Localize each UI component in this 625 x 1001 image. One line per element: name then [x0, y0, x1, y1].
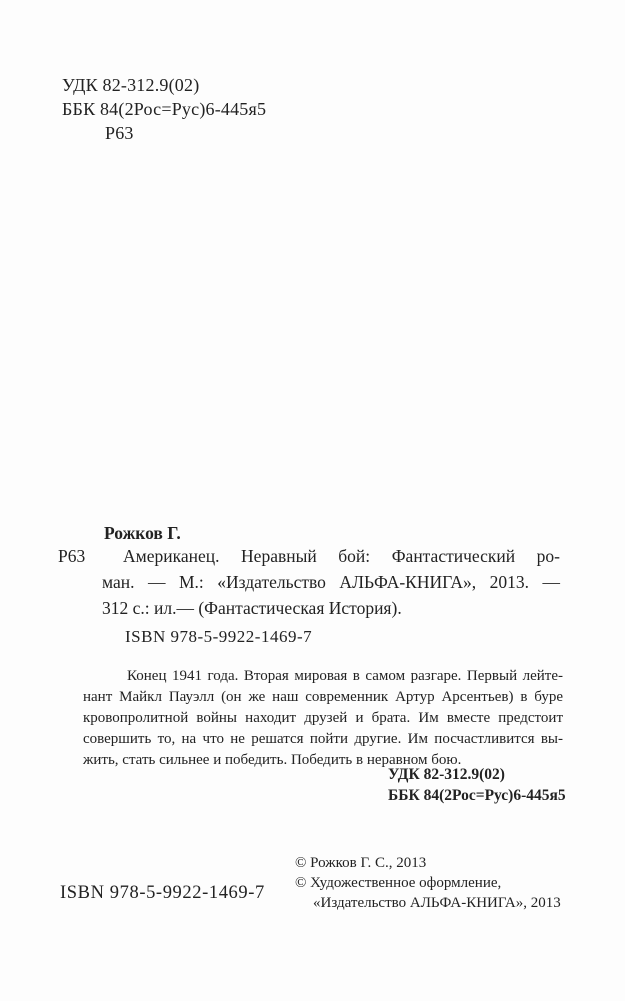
bibliography-entry-line: 312 с.: ил.— (Фантастическая История). [102, 598, 402, 618]
isbn-bottom: ISBN 978-5-9922-1469-7 [60, 883, 265, 903]
annotation-line: Конец 1941 года. Вторая мировая в самом разгаре. Первый лейте- [127, 668, 563, 684]
author-sign-code: Р63 [105, 123, 134, 143]
udk-code: УДК 82-312.9(02) [62, 75, 200, 95]
classification-block-bold [388, 764, 566, 806]
bbk-code-bold: ББК 84(2Рос=Рус)6-445я5 [388, 787, 566, 804]
annotation-line: нант Майкл Пауэлл (он же наш современник Артур Арсентьев) в буре [83, 689, 563, 705]
bibliography-entry [102, 543, 560, 621]
udk-code-bold: УДК 82-312.9(02) [388, 766, 505, 783]
copyright-line: «Издательство АЛЬФА-КНИГА», 2013 [313, 895, 561, 911]
top-classification-block [62, 73, 266, 145]
annotation-paragraph [83, 666, 563, 771]
bibliography-entry-code: Р63 [58, 546, 86, 566]
copyright-line: © Художественное оформление, [295, 875, 502, 891]
isbn-middle: ISBN 978-5-9922-1469-7 [125, 627, 313, 646]
bbk-code: ББК 84(2Рос=Рус)6-445я5 [62, 99, 267, 119]
copyright-block [295, 853, 561, 913]
annotation-line: кровопролитной войны находит друзей и брата. Им вместе предстоит [83, 710, 563, 726]
bibliography-author: Рожков Г. [104, 523, 181, 543]
annotation-line: жить, стать сильнее и победить. Победить в неравном бою. [83, 752, 462, 768]
bibliography-entry-line: Американец. Неравный бой: Фантастический ро- [123, 546, 560, 566]
annotation-line: совершить то, на что не решатся пойти другие. Им посчастливится вы- [83, 731, 563, 747]
bibliography-entry-line: ман. — М.: «Издательство АЛЬФА-КНИГА», 2013. — [102, 572, 560, 592]
copyright-line: © Рожков Г. С., 2013 [295, 855, 427, 871]
